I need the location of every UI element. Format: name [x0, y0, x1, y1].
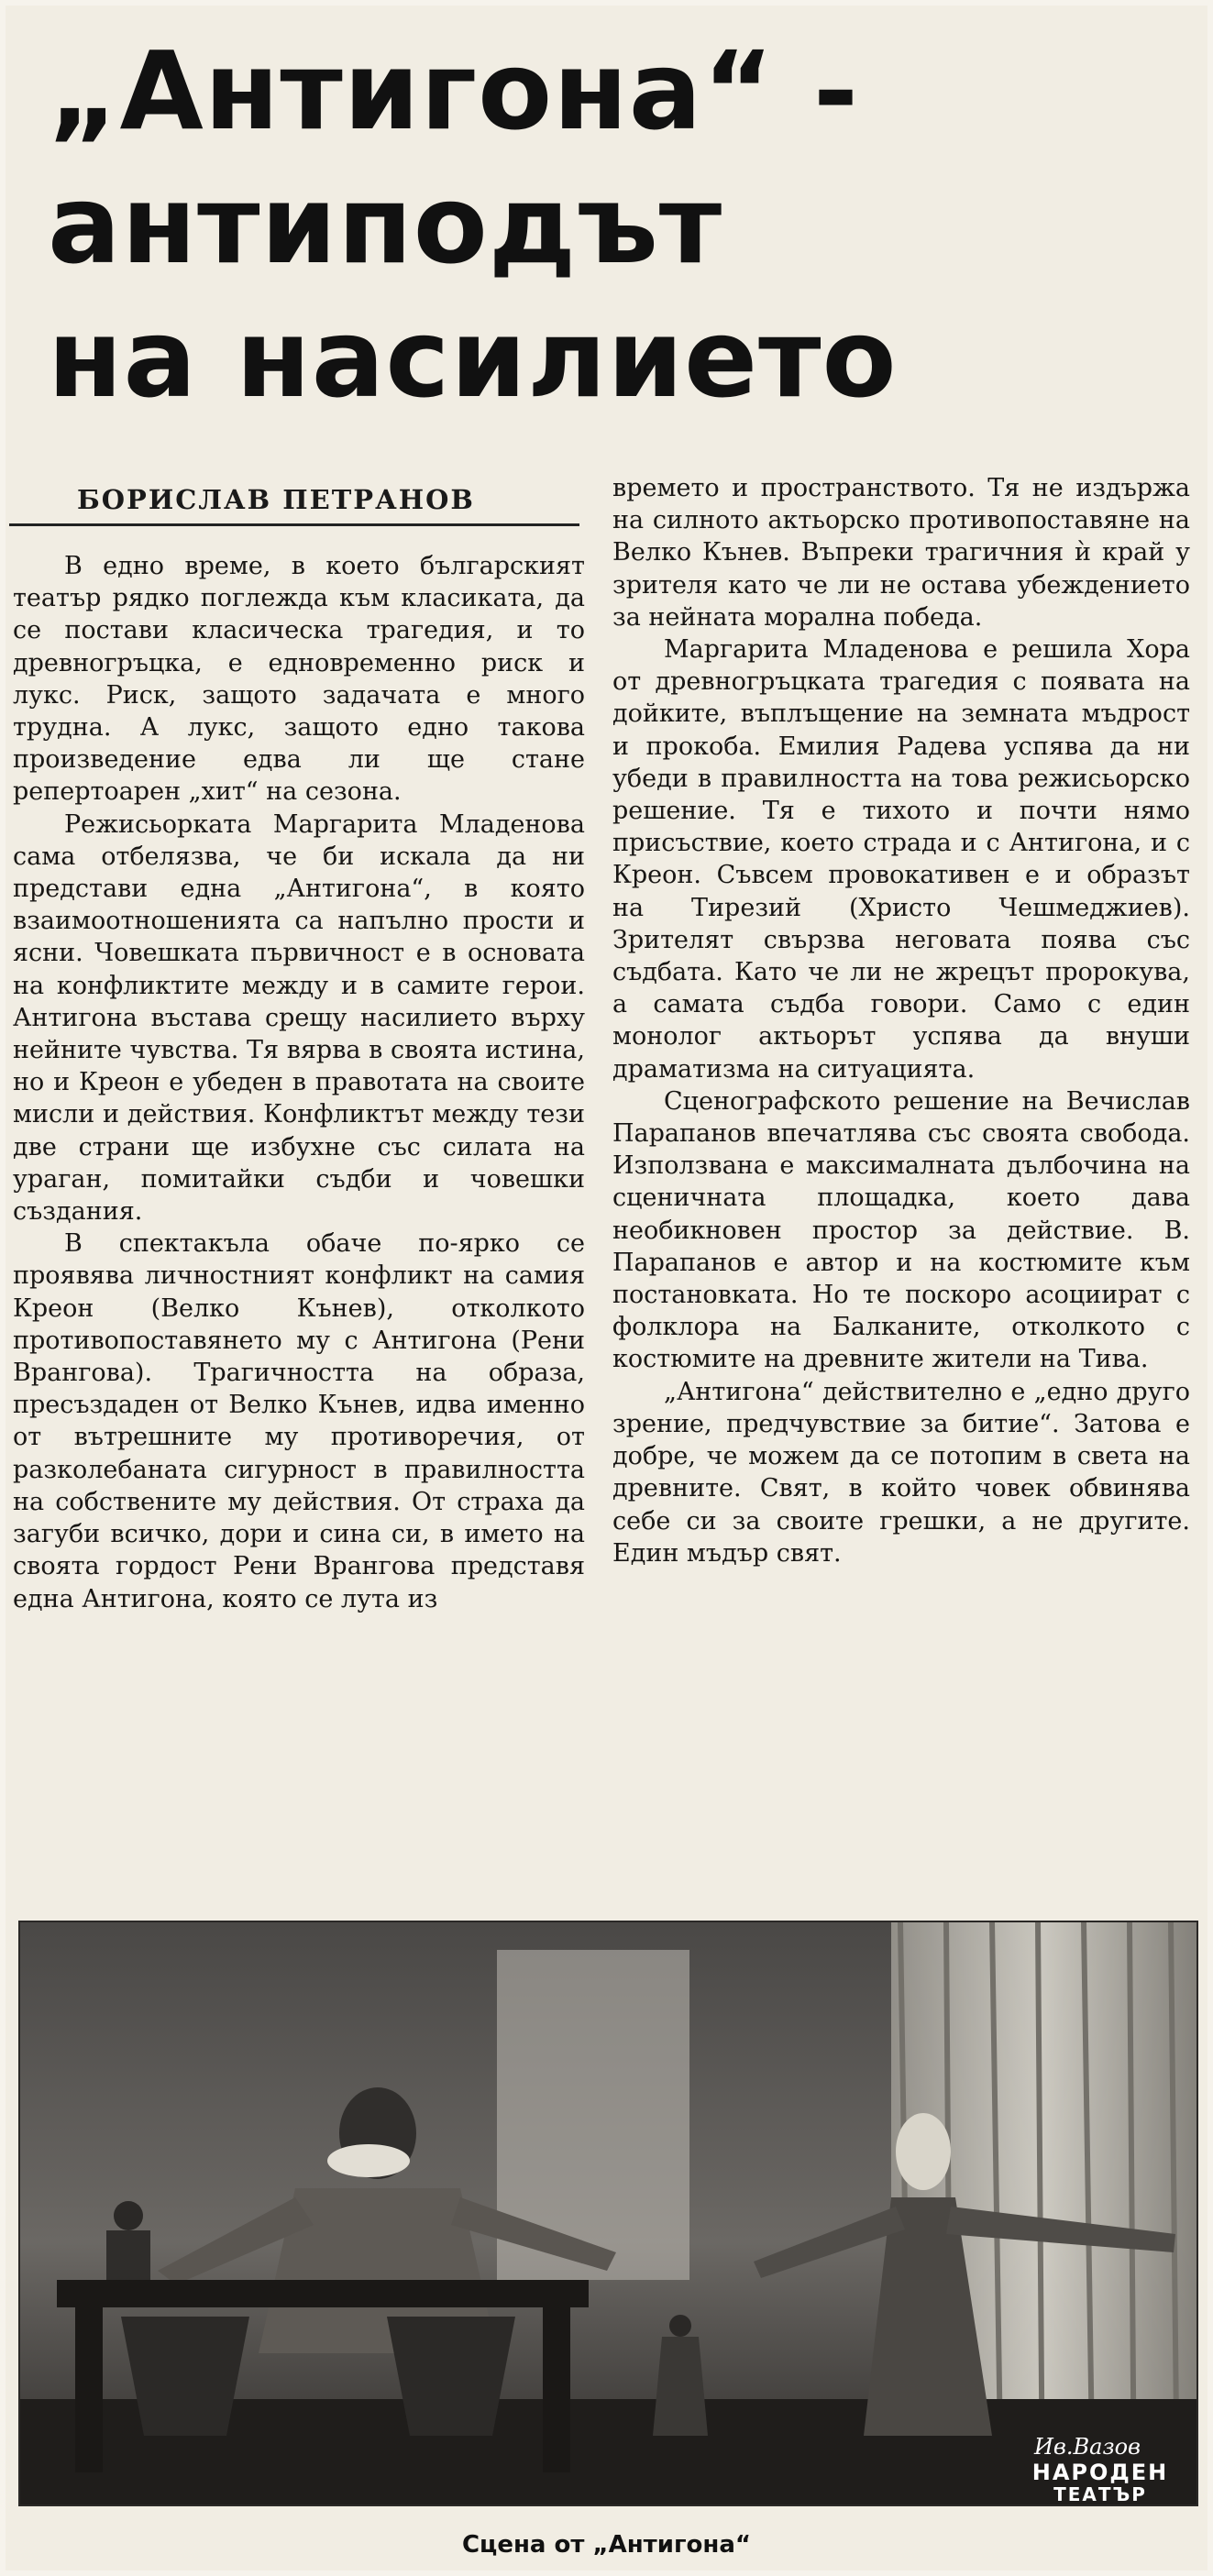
paragraph: времето и пространството. Тя не издържа на силното актьорско противопоставяне на Велко Кънев. Въпреки трагичния ѝ край у зрителя като че ли не остава убеждението за нейната морална победа.: [612, 474, 1190, 632]
paragraph: Режисьорката Маргарита Младенова сама отбелязва, че би искала да ни представи една „Антигона“, в която взаимоотношенията са напълно прости и ясни. Човешката първичност е в основата на конфликтите между и в самите герои. Антигона въстава срещу насилието върху нейните чувства. Тя вярва в своята истина, но и Креон е убеден в правотата на своите мисли и действия. Конфликтът между тези две страни ще избухне със силата на ураган, помитайки съдби и човешки създания.: [13, 809, 585, 1227]
stage-photo: [18, 1921, 1198, 2506]
logo-signature: Ив.Вазов: [1034, 2434, 1141, 2460]
byline-rule: [9, 523, 579, 526]
author-byline: БОРИСЛАВ ПЕТРАНОВ: [77, 484, 475, 515]
article-column-right: [612, 472, 1190, 1569]
paragraph: В едно време, в което българският театър рядко поглежда към класиката, да се постави класическа трагедия, и то древногръцка, е едновременно риск и лукс. Риск, защото задачата е много трудна. А лукс, защото едно такова произведение едва ли ще стане репертоарен „хит“ на сезона.: [13, 552, 585, 807]
logo-line-2: ТЕАТЪР: [1053, 2483, 1147, 2505]
paragraph: Маргарита Младенова е решила Хора от древногръцката трагедия с появата на дойките, въплъщение на земната мъдрост и прокоба. Емилия Радева успява да ни убеди в правилността на това режисьорско решение. Тя е тихото и почти нямо присъствие, което страда и с Антигона, и с Креон. Съвсем провокативен е и образът на Тирезий (Христо Чешмеджиев). Зрителят свързва неговата поява със съдбата. Като че ли не жрецът пророкува, а самата съдба говори. Само с един монолог актьорът успява да внуши драматизма на ситуацията.: [612, 635, 1190, 1084]
headline-line-1: „Антигона“ -: [48, 28, 859, 154]
article-headline: [48, 24, 1166, 425]
headline-line-3: на насилието: [48, 295, 898, 422]
headline-line-2: антиподът: [48, 161, 723, 288]
paragraph: „Антигона“ действително е „едно друго зрение, предчувствие за битие“. Затова е добре, че можем да се потопим в света на древните. Свят, в който човек обвинява себе си за своите грешки, а не другите. Един мъдър свят.: [612, 1377, 1190, 1568]
national-theatre-logo: [1009, 2434, 1192, 2507]
logo-line-1: НАРОДЕН: [1031, 2460, 1169, 2485]
photo-caption: Сцена от „Антигона“: [461, 2531, 752, 2559]
paragraph: В спектакъла обаче по-ярко се проявява личностният конфликт на самия Креон (Велко Кънев), отколкото противопоставянето му с Антигона (Рени Врангова). Трагичността на образа, пресъздаден от Велко Кънев, идва именно от вътрешните му противоречия, от разколебаната сигурност в правилността на собствените му действия. От страха да загуби всичко, дори и сина си, в името на своята гордост Рени Врангова представя една Антигона, която се лута из: [13, 1229, 585, 1613]
article-column-left: [13, 550, 585, 1615]
paragraph: Сценографското решение на Вечислав Парапанов впечатлява със своята свобода. Използвана е максималната дълбочина на сценичната площадка, което дава необикновен простор за действие. В. Парапанов е автор и на костюмите към постановката. Но те поскоро асоциират с фолклора на Балканите, отколкото с костюмите на древните жители на Тива.: [612, 1086, 1190, 1374]
